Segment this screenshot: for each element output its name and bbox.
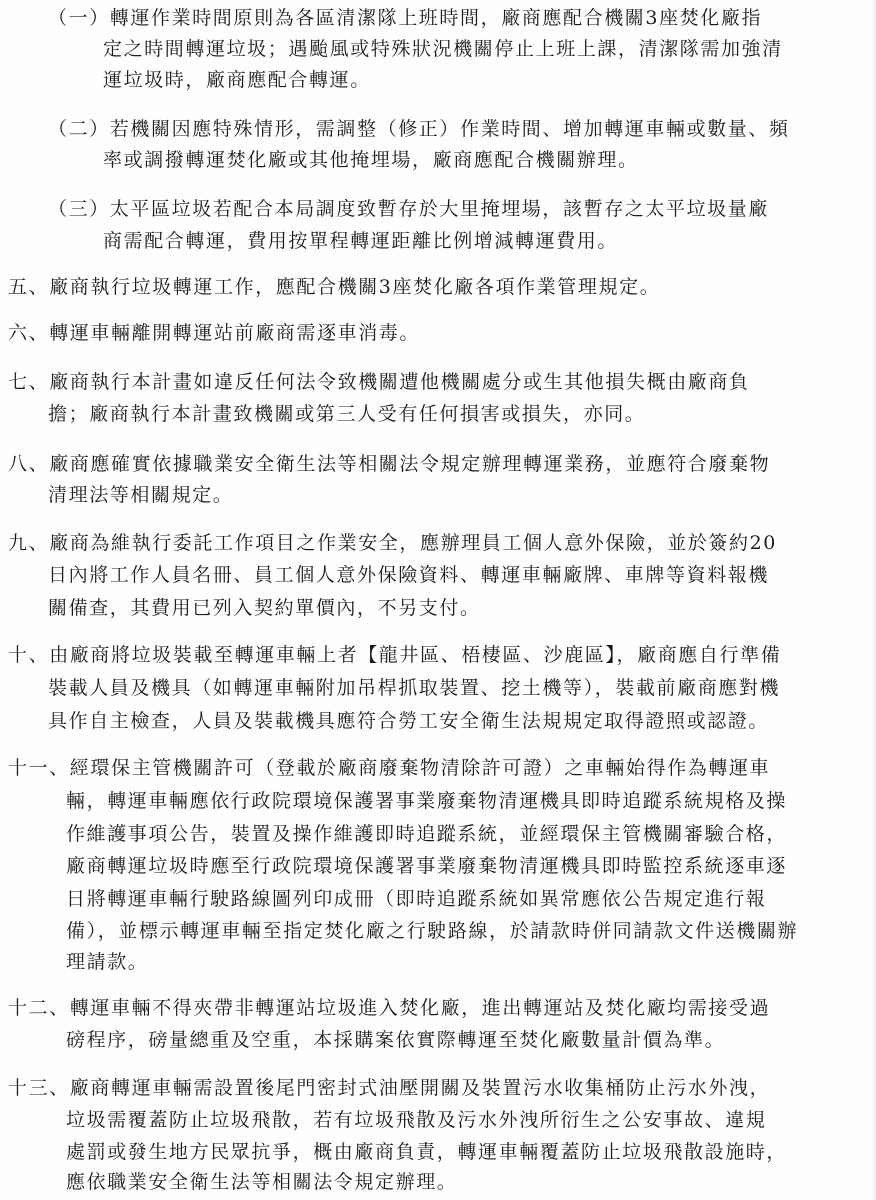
text-line: 擔；廠商執行本計畫致機關或第三人受有任何損害或損失，亦同。 bbox=[48, 403, 646, 425]
text-line: 處罰或發生地方民眾抗爭，概由廠商負責，轉運車輛覆蓋防止垃圾飛散設施時， bbox=[66, 1141, 788, 1163]
text-line: 運垃圾時，廠商應配合轉運。 bbox=[103, 69, 371, 91]
scan-edge-shadow bbox=[872, 0, 876, 1200]
text-line: 九、廠商為維執行委託工作項目之作業安全，應辦理員工個人意外保險，並於簽約20 bbox=[8, 532, 777, 554]
text-line: 應依職業安全衛生法等相關法令規定辦理。 bbox=[66, 1171, 458, 1193]
text-line: 垃圾需覆蓋防止垃圾飛散，若有垃圾飛散及污水外洩所衍生之公安事故、違規 bbox=[66, 1109, 767, 1131]
text-line: 五、廠商執行垃圾轉運工作，應配合機關3座焚化廠各項作業管理規定。 bbox=[8, 276, 661, 298]
text-line: （一）轉運作業時間原則為各區清潔隊上班時間，廠商應配合機關3座焚化廠指 bbox=[48, 7, 763, 29]
text-line: 日內將工作人員名冊、員工個人意外保險資料、轉運車輛廠牌、車牌等資料報機 bbox=[48, 564, 770, 586]
text-line: 關備查，其費用已列入契約單價內，不另支付。 bbox=[48, 597, 481, 619]
text-line: 六、轉運車輛離開轉運站前廠商需逐車消毒。 bbox=[8, 322, 421, 344]
text-line: 定之時間轉運垃圾；遇颱風或特殊狀況機關停止上班上課，清潔隊需加強清 bbox=[103, 38, 783, 60]
text-line: 備），並標示轉運車輛至指定焚化廠之行駛路線，於請款時併同請款文件送機關辦 bbox=[66, 920, 799, 942]
text-line: 率或調撥轉運焚化廠或其他掩埋場，廠商應配合機關辦理。 bbox=[103, 149, 639, 171]
text-line: 磅程序，磅量總重及空重，本採購案依實際轉運至焚化廠數量計價為準。 bbox=[66, 1029, 726, 1051]
text-line: 十、由廠商將垃圾裝載至轉運車輛上者【龍井區、梧棲區、沙鹿區】，廠商應自行準備 bbox=[8, 644, 782, 666]
text-line: 清理法等相關規定。 bbox=[48, 484, 234, 506]
text-line: 裝載人員及機具（如轉運車輛附加吊桿抓取裝置、挖土機等），裝載前廠商應對機 bbox=[48, 677, 781, 699]
text-line: 具作自主檢查，人員及裝載機具應符合勞工安全衛生法規規定取得證照或認證。 bbox=[48, 710, 770, 732]
text-line: 商需配合轉運，費用按單程轉運距離比例增減轉運費用。 bbox=[103, 230, 619, 252]
text-line: （二）若機關因應特殊情形，需調整（修正）作業時間、增加轉運車輛或數量、頻 bbox=[48, 118, 790, 140]
text-line: 廠商轉運垃圾時應至行政院環境保護署事業廢棄物清運機具即時監控系統逐車逐 bbox=[66, 855, 788, 877]
text-line: 七、廠商執行本計畫如違反任何法令致機關遭他機關處分或生其他損失概由廠商負 bbox=[8, 371, 750, 393]
text-line: 輛，轉運車輛應依行政院環境保護署事業廢棄物清運機具即時追蹤系統規格及操 bbox=[66, 790, 788, 812]
text-line: 日將轉運車輛行駛路線圖列印成冊（即時追蹤系統如異常應依公告規定進行報 bbox=[66, 888, 767, 910]
text-line: 十三、廠商轉運車輛需設置後尾門密封式油壓開關及裝置污水收集桶防止污水外洩， bbox=[8, 1077, 771, 1099]
text-line: 八、廠商應確實依據職業安全衛生法等相關法令規定辦理轉運業務，並應符合廢棄物 bbox=[8, 453, 771, 475]
text-line: （三）太平區垃圾若配合本局調度致暫存於大里掩埋場，該暫存之太平垃圾量廠 bbox=[48, 198, 770, 220]
text-line: 理請款。 bbox=[66, 951, 149, 973]
text-line: 作維護事項公告，裝置及操作維護即時追蹤系統，並經環保主管機關審驗合格， bbox=[66, 823, 788, 845]
text-line: 十二、轉運車輛不得夾帶非轉運站垃圾進入焚化廠，進出轉運站及焚化廠均需接受過 bbox=[8, 997, 771, 1019]
text-line: 十一、經環保主管機關許可（登載於廠商廢棄物清除許可證）之車輛始得作為轉運車 bbox=[8, 757, 771, 779]
